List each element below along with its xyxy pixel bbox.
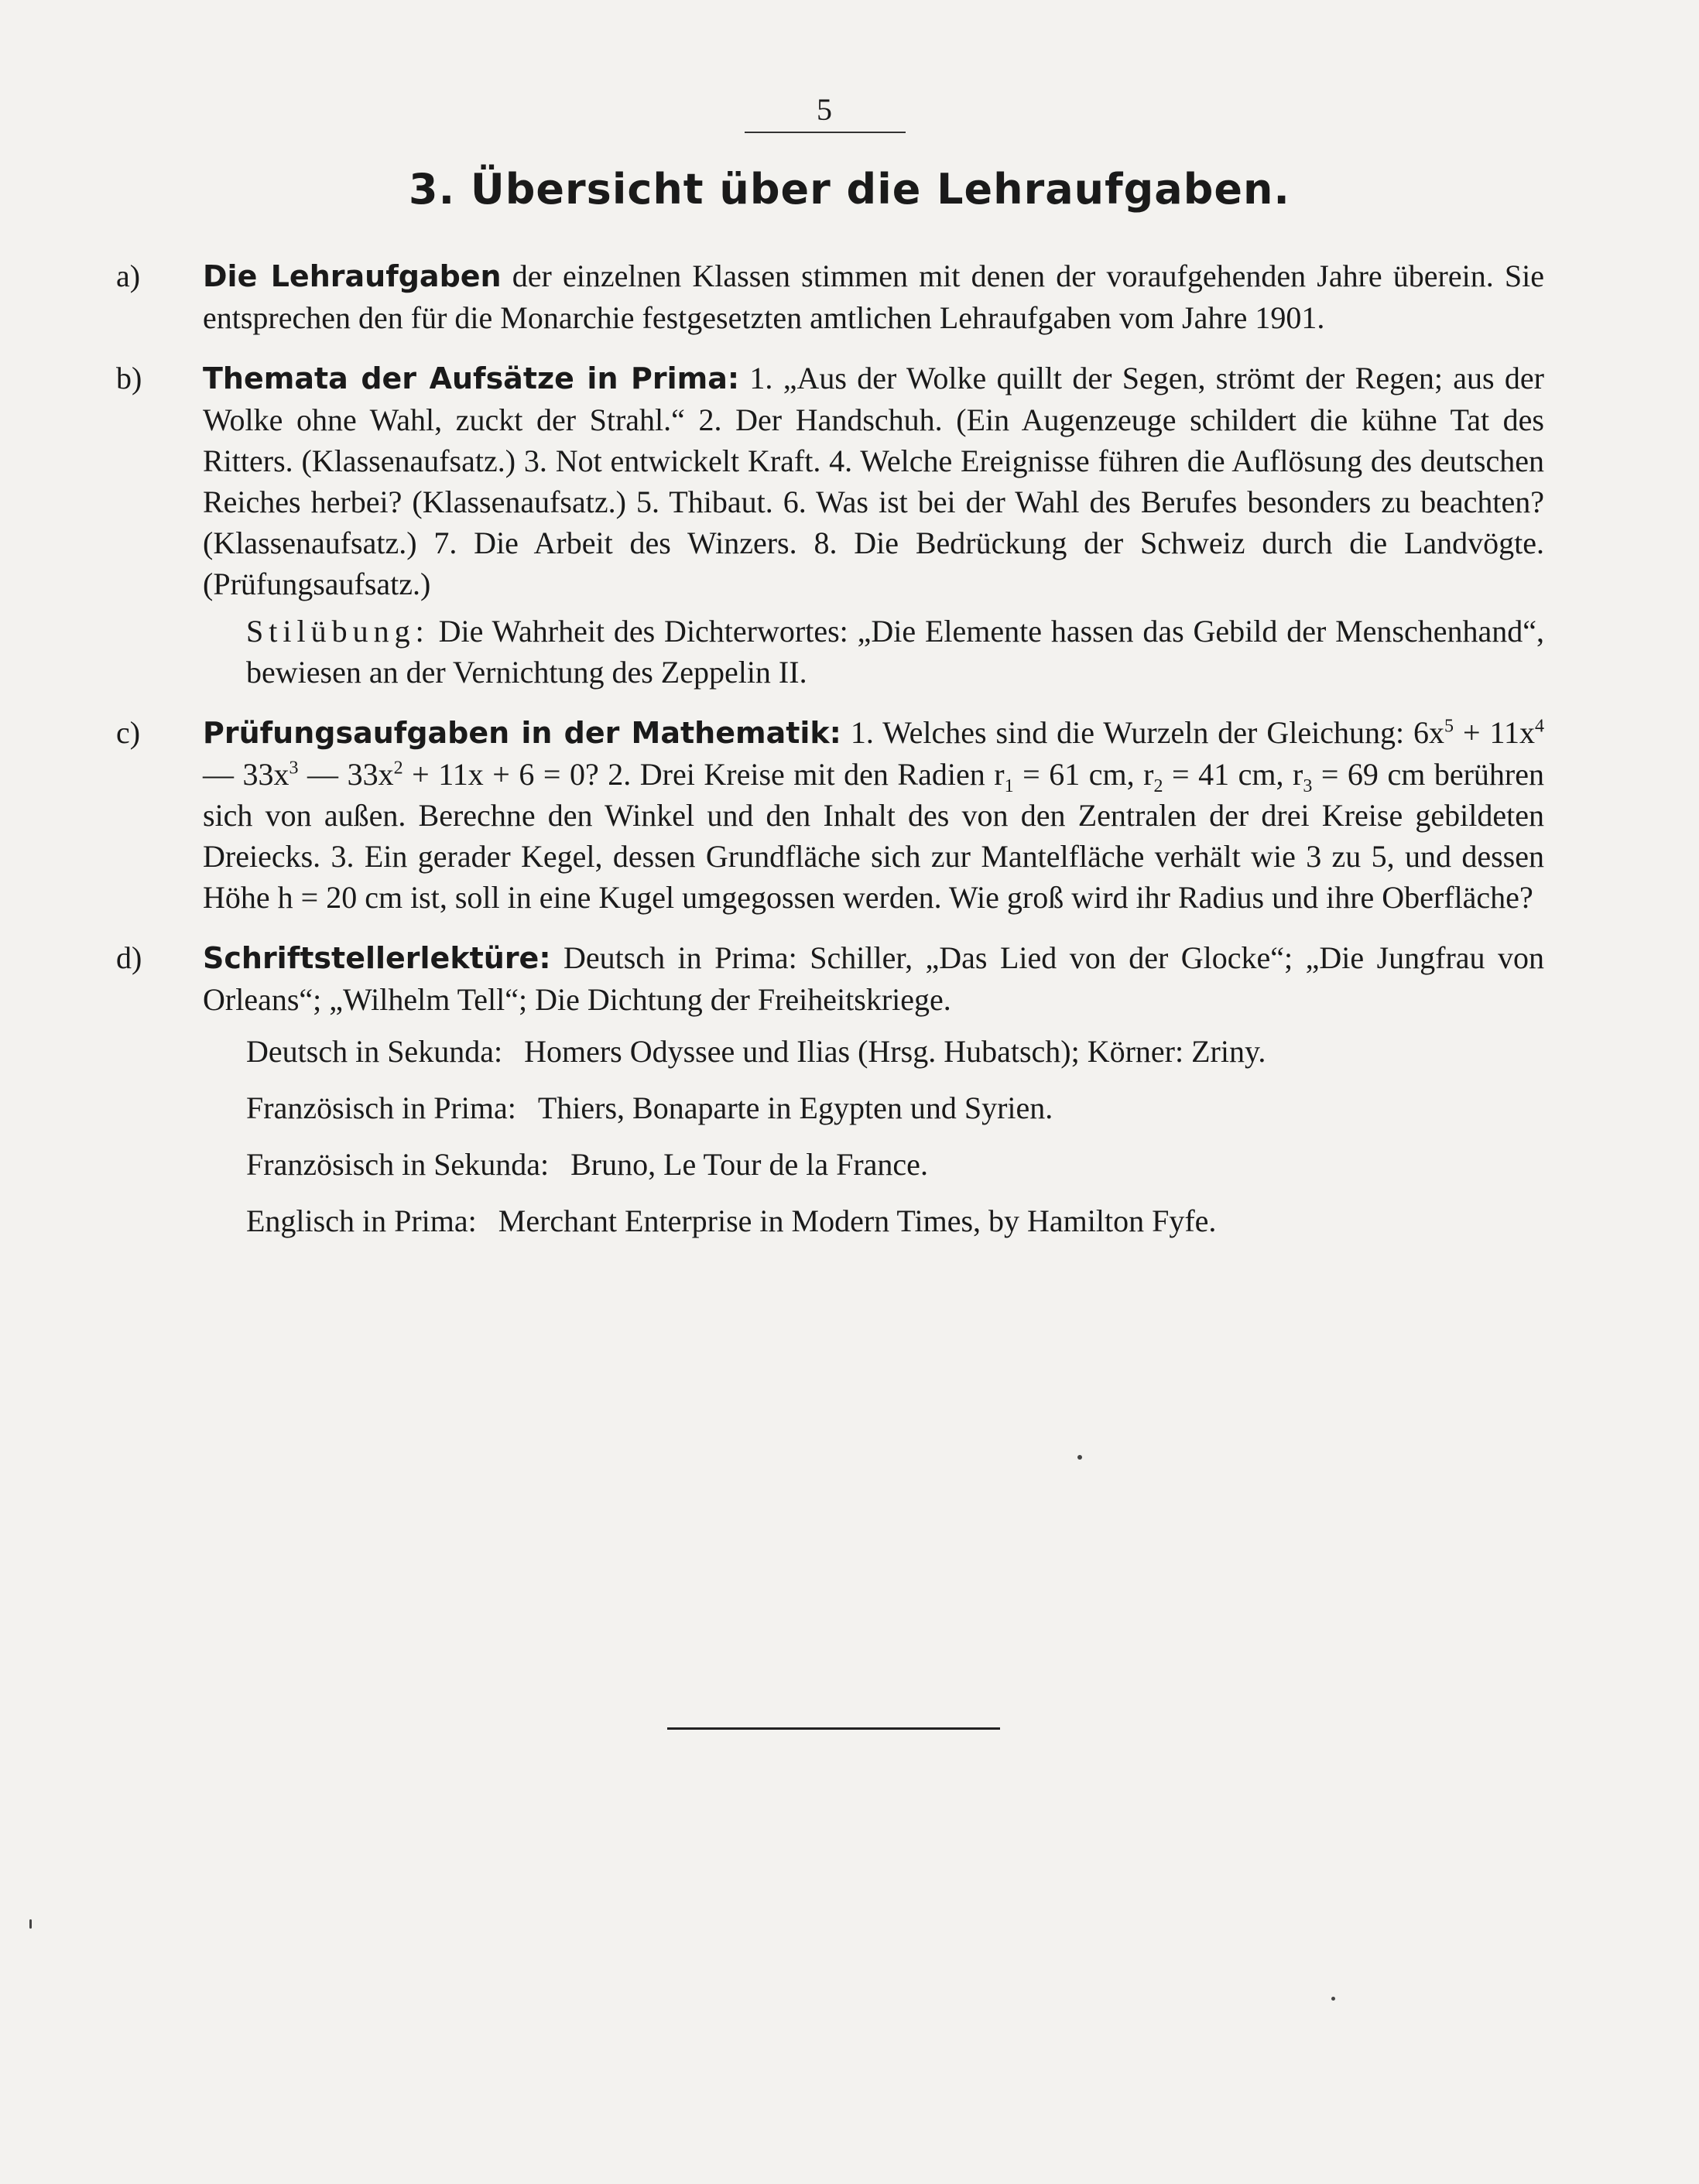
math-sub-1: 1 <box>1004 776 1014 796</box>
section-a-text: der einzelnen Klassen stimmen mit denen der voraufgehenden Jahre überein. Sie entsprechen den für die Monarchie festgesetzten amtlichen Lehraufgaben vom Jahre 1901. <box>203 258 1545 335</box>
ink-speck <box>29 1919 32 1929</box>
lecture-subject: Französisch in Prima: <box>246 1090 516 1125</box>
lecture-item <box>246 1031 1544 1072</box>
section-b-text: 1. „Aus der Wolke quillt der Segen, strömt der Regen; aus der Wolke ohne Wahl, zuckt der Strahl.“ 2. Der Handschuh. (Ein Augenzeuge schildert die kühne Tat des Ritters. (Klassenaufsatz.) 3. Not entwickelt Kraft. 4. Welche Ereignisse führen die Auflösung des deutschen Reiches herbei? (Klassenaufsatz.) 5. Thibaut. 6. Was ist bei der Wahl des Berufes besonders zu beachten? (Klassenaufsatz.) 7. Die Arbeit des Winzers. 8. Die Bedrückung der Schweiz durch die Landvögte. (Prüfungsaufsatz.) <box>203 361 1544 601</box>
lecture-works: Merchant Enterprise in Modern Times, by Hamilton Fyfe. <box>498 1203 1217 1238</box>
section-heading: 3. Übersicht über die Lehraufgaben. <box>409 165 1290 214</box>
lecture-works: Homers Odyssee und Ilias (Hrsg. Hubatsch); Körner: Zriny. <box>524 1034 1266 1069</box>
math-sub-2: 2 <box>1153 776 1163 796</box>
section-a-marker: a) <box>116 258 141 293</box>
math-exp-2: 4 <box>1535 716 1544 737</box>
math-sub-3: 3 <box>1303 776 1313 796</box>
math-text-5: + 11x + 6 = 0? 2. Drei Kreise mit den Radien r <box>402 757 1005 792</box>
section-b <box>116 358 1544 693</box>
lecture-works: Bruno, Le Tour de la France. <box>570 1147 928 1182</box>
section-c <box>116 712 1544 918</box>
content-body <box>116 255 1544 1261</box>
section-a <box>116 255 1544 338</box>
math-text-4: — 33x <box>298 757 394 792</box>
ink-speck <box>1331 1997 1335 2001</box>
section-b-label: Themata der Aufsätze in Prima: <box>203 361 740 395</box>
stiluebung <box>203 611 1544 693</box>
stiluebung-text: Die Wahrheit des Dichterwortes: „Die Elemente hassen das Gebild der Menschenhand“, bewiesen an der Vernichtung des Zeppelin II. <box>246 614 1545 690</box>
page-number: 5 <box>817 92 832 127</box>
lecture-item <box>246 1087 1544 1128</box>
stiluebung-label: Stilübung: <box>246 614 430 649</box>
end-rule <box>667 1727 1000 1730</box>
lecture-list <box>203 1031 1544 1241</box>
page-number-rule <box>745 132 906 133</box>
math-text-7: = 41 cm, r <box>1163 757 1303 792</box>
lecture-item <box>246 1144 1544 1185</box>
math-exp-1: 5 <box>1444 716 1454 737</box>
lecture-item <box>246 1200 1544 1241</box>
lecture-subject: Deutsch in Sekunda: <box>246 1034 503 1069</box>
math-exp-3: 3 <box>289 758 299 779</box>
section-c-label: Prüfungsaufgaben in der Mathematik: <box>203 716 841 750</box>
math-text-1: 1. Welches sind die Wurzeln der Gleichung: 6x <box>850 715 1445 750</box>
section-c-marker: c) <box>116 715 141 750</box>
math-text-6: = 61 cm, r <box>1013 757 1154 792</box>
ink-speck <box>1077 1455 1082 1460</box>
lecture-subject: Französisch in Sekunda: <box>246 1147 550 1182</box>
math-exp-4: 2 <box>393 758 403 779</box>
section-d-label: Schriftstellerlektüre: <box>203 941 551 975</box>
math-text-3: — 33x <box>203 757 289 792</box>
lecture-works: Thiers, Bonaparte in Egypten und Syrien. <box>537 1090 1053 1125</box>
math-text-8: = 69 cm berühren sich von außen. Berechne den Winkel und den Inhalt des von den Zentralen der drei Kreise gebildeten Dreiecks. 3. Ein gerader Kegel, dessen Grundfläche sich zur Mantelfläche verhält wie 3 zu 5, und dessen Höhe h = 20 cm ist, soll in eine Kugel umgegossen werden. Wie groß wird ihr Radius und ihre Oberfläche? <box>203 757 1544 915</box>
math-text-2: + 11x <box>1454 715 1535 750</box>
section-d-text: Deutsch in Prima: Schiller, „Das Lied von der Glocke“; „Die Jungfrau von Orleans“; „Wilhelm Tell“; Die Dichtung der Freiheitskriege. <box>203 940 1544 1017</box>
section-a-label: Die Lehraufgaben <box>203 259 502 293</box>
section-b-marker: b) <box>116 361 142 395</box>
section-d-marker: d) <box>116 940 142 975</box>
lecture-subject: Englisch in Prima: <box>246 1203 477 1238</box>
section-d <box>116 937 1544 1241</box>
